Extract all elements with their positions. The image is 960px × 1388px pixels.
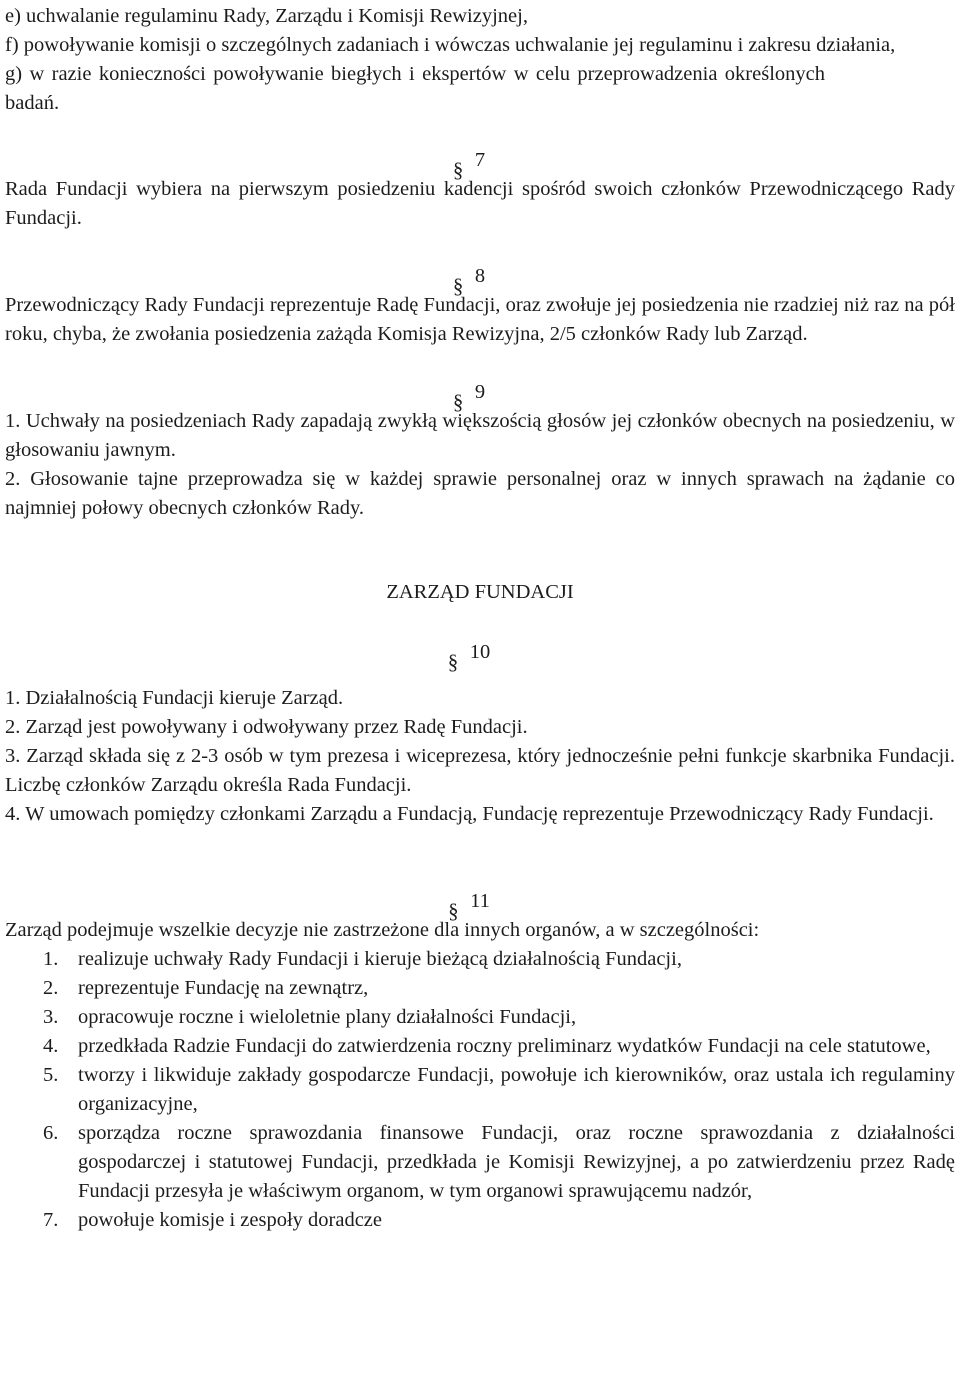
intro-item: g) w razie konieczności powoływanie biegłych i ekspertów w celu przeprowadzenia określonych badań. xyxy=(5,63,825,114)
list-item-text: reprezentuje Fundację na zewnątrz, xyxy=(78,977,369,999)
list-item xyxy=(5,1061,955,1119)
list-item-number: 2. xyxy=(43,977,59,999)
section-9-paragraph-1: 1. Uchwały na posiedzeniach Rady zapadają zwykłą większością głosów jej członków obecnych na posiedzeniu, w głosowaniu jawnym. xyxy=(5,410,955,461)
list-item-text: powołuje komisje i zespoły doradcze xyxy=(78,1209,382,1231)
list-item-text: tworzy i likwiduje zakłady gospodarcze Fundacji, powołuje ich kierowników, oraz ustala ich regulaminy organizacyjne, xyxy=(78,1064,955,1115)
section-7-text: Rada Fundacji wybiera na pierwszym posiedzeniu kadencji spośród swoich członków Przewodniczącego Rady Fundacji. xyxy=(5,178,955,229)
section-7-heading xyxy=(5,146,955,175)
intro-item: f) powoływanie komisji o szczególnych zadaniach i wówczas uchwalanie jej regulaminu i zakresu działania, xyxy=(5,34,896,56)
list-item-text: sporządza roczne sprawozdania finansowe Fundacji, oraz roczne sprawozdania z działalności gospodarczej i statutowej Fundacji, przedkłada je Komisji Rewizyjnej, a po zatwierdzeniu przez Radę Fundacji przesyła je właściwym organom, w tym organowi sprawującemu nadzór, xyxy=(78,1122,955,1202)
list-item xyxy=(5,1003,955,1032)
list-item: 3. Zarząd składa się z 2-3 osób w tym prezesa i wiceprezesa, który jednocześnie pełni funkcje skarbnika Fundacji. Liczbę członków Zarządu określa Rada Fundacji. xyxy=(5,745,955,796)
list-item: 4. W umowach pomiędzy członkami Zarządu a Fundacją, Fundację reprezentuje Przewodniczący Rady Fundacji. xyxy=(5,803,934,825)
section-9-heading xyxy=(5,378,955,407)
section-8-number: § 8 xyxy=(475,262,485,291)
list-item-number: 4. xyxy=(43,1035,59,1057)
section-8-heading xyxy=(5,262,955,291)
list-item: 2. Zarząd jest powoływany i odwoływany przez Radę Fundacji. xyxy=(5,716,528,738)
section-9-number: § 9 xyxy=(475,378,485,407)
list-item-number: 6. xyxy=(43,1122,59,1144)
list-item-number: 3. xyxy=(43,1006,59,1028)
list-item-number: 5. xyxy=(43,1064,59,1086)
list-item xyxy=(5,1032,955,1061)
section-10-number: § 10 xyxy=(470,638,491,667)
section-11-list xyxy=(5,945,955,1235)
section-10-heading xyxy=(5,638,955,667)
list-item xyxy=(5,1119,955,1206)
intro-item: e) uchwalanie regulaminu Rady, Zarządu i Komisji Rewizyjnej, xyxy=(5,5,528,27)
intro-list xyxy=(5,0,955,118)
list-item: 1. Działalnością Fundacji kieruje Zarząd. xyxy=(5,687,344,709)
section-11-number: § 11 xyxy=(470,887,490,916)
list-item-text: realizuje uchwały Rady Fundacji i kieruje bieżącą działalnością Fundacji, xyxy=(78,948,682,970)
list-item-number: 1. xyxy=(43,948,59,970)
list-item-text: przedkłada Radzie Fundacji do zatwierdzenia roczny preliminarz wydatków Fundacji na cele statutowe, xyxy=(78,1035,931,1057)
list-item-number: 7. xyxy=(43,1209,59,1231)
list-item-text: opracowuje roczne i wieloletnie plany działalności Fundacji, xyxy=(78,1006,577,1028)
section-11-heading xyxy=(5,887,955,916)
chapter-title: ZARZĄD FUNDACJI xyxy=(386,581,574,603)
document-page xyxy=(5,0,955,1235)
list-item xyxy=(5,1206,955,1235)
section-9-paragraph-2: 2. Głosowanie tajne przeprowadza się w każdej sprawie personalnej oraz w innych sprawach na żądanie co najmniej połowy obecnych członków Rady. xyxy=(5,468,955,519)
list-item xyxy=(5,945,955,974)
section-11-intro: Zarząd podejmuje wszelkie decyzje nie zastrzeżone dla innych organów, a w szczególności: xyxy=(5,919,760,941)
section-8-text: Przewodniczący Rady Fundacji reprezentuje Radę Fundacji, oraz zwołuje jej posiedzenia nie rzadziej niż raz na pół roku, chyba, że zwołania posiedzenia zażąda Komisja Rewizyjna, 2/5 członków Rady lub Zarząd. xyxy=(5,294,955,345)
section-7-number: § 7 xyxy=(475,146,485,175)
section-10-list xyxy=(5,684,955,829)
list-item xyxy=(5,974,955,1003)
